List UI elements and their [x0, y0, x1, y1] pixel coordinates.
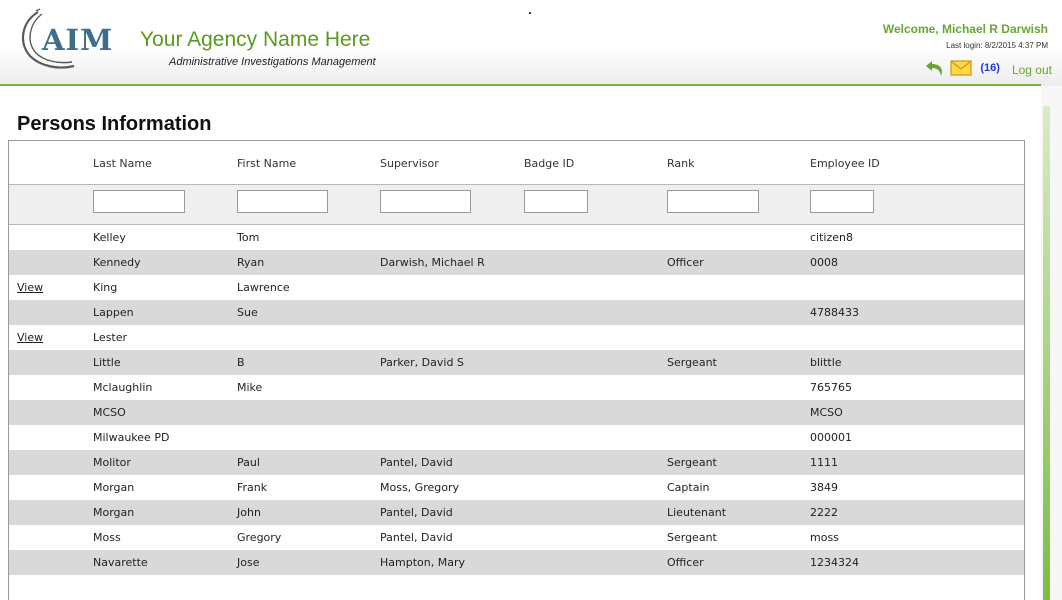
cell-supervisor: Hampton, Mary [380, 556, 465, 569]
table-row[interactable] [9, 400, 1024, 425]
cell-last-name: Molitor [93, 456, 131, 469]
filter-rank[interactable] [667, 190, 759, 213]
cell-last-name: Moss [93, 531, 121, 544]
cell-first-name: Jose [237, 556, 260, 569]
cell-rank: Sergeant [667, 456, 717, 469]
logo-text: AIM [42, 23, 114, 57]
agency-name: Your Agency Name Here [140, 28, 371, 51]
column-header-rank[interactable]: Rank [667, 157, 695, 170]
cell-employee-id: 1234324 [810, 556, 859, 569]
cell-last-name: Kelley [93, 231, 126, 244]
cell-last-name: Morgan [93, 506, 135, 519]
cell-supervisor: Pantel, David [380, 456, 453, 469]
table-row[interactable] [9, 550, 1024, 575]
grid-filter-row [9, 185, 1024, 225]
last-login: Last login: 8/2/2015 4:37 PM [946, 41, 1048, 50]
cell-employee-id: 4788433 [810, 306, 859, 319]
filter-first-name[interactable] [237, 190, 328, 213]
cell-last-name: Milwaukee PD [93, 431, 170, 444]
cell-employee-id: citizen8 [810, 231, 853, 244]
mail-icon[interactable] [950, 60, 972, 76]
view-link[interactable]: View [17, 331, 44, 344]
cell-employee-id: 000001 [810, 431, 852, 444]
cell-first-name: Ryan [237, 256, 265, 269]
column-header-employee-id[interactable]: Employee ID [810, 157, 880, 170]
cell-employee-id: 765765 [810, 381, 852, 394]
cell-last-name: MCSO [93, 406, 126, 419]
table-row[interactable] [9, 450, 1024, 475]
column-header-first-name[interactable]: First Name [237, 157, 297, 170]
cell-first-name: Lawrence [237, 281, 290, 294]
cell-rank: Lieutenant [667, 506, 727, 519]
table-row[interactable] [9, 500, 1024, 525]
cell-employee-id: moss [810, 531, 839, 544]
table-row[interactable] [9, 525, 1024, 550]
cell-rank: Officer [667, 556, 704, 569]
grid-header-row [9, 141, 1024, 185]
cell-employee-id: 0008 [810, 256, 838, 269]
cell-supervisor: Pantel, David [380, 506, 453, 519]
undo-icon[interactable] [924, 58, 946, 78]
view-link[interactable]: View [17, 281, 44, 294]
persons-grid [8, 140, 1025, 600]
header-divider [0, 84, 1041, 86]
cell-employee-id: 3849 [810, 481, 838, 494]
page-title: Persons Information [17, 113, 212, 135]
cell-supervisor: Moss, Gregory [380, 481, 459, 494]
cell-first-name: John [237, 506, 261, 519]
cell-supervisor: Parker, David S [380, 356, 464, 369]
header-tools [924, 57, 1052, 79]
cell-employee-id: 1111 [810, 456, 838, 469]
cell-supervisor: Pantel, David [380, 531, 453, 544]
stray-dot [529, 12, 531, 14]
cell-first-name: B [237, 356, 245, 369]
table-row[interactable] [9, 375, 1024, 400]
table-row[interactable] [9, 250, 1024, 275]
cell-first-name: Frank [237, 481, 268, 494]
cell-last-name: Morgan [93, 481, 135, 494]
filter-employee-id[interactable] [810, 190, 874, 213]
table-row[interactable] [9, 300, 1024, 325]
cell-first-name: Mike [237, 381, 263, 394]
cell-supervisor: Darwish, Michael R [380, 256, 485, 269]
cell-rank: Officer [667, 256, 704, 269]
cell-rank: Captain [667, 481, 710, 494]
cell-last-name: Navarette [93, 556, 148, 569]
cell-first-name: Paul [237, 456, 260, 469]
app-header [0, 0, 1062, 86]
agency-subtitle: Administrative Investigations Management [169, 56, 376, 68]
filter-badge-id[interactable] [524, 190, 588, 213]
cell-rank: Sergeant [667, 531, 717, 544]
cell-employee-id: MCSO [810, 406, 843, 419]
column-header-supervisor[interactable]: Supervisor [380, 157, 439, 170]
filter-last-name[interactable] [93, 190, 185, 213]
table-row[interactable] [9, 325, 1024, 350]
logout-link[interactable]: Log out [1011, 63, 1052, 77]
cell-last-name: Lappen [93, 306, 134, 319]
scrollbar-thumb[interactable] [1043, 106, 1050, 600]
aim-logo [16, 8, 126, 72]
cell-last-name: Mclaughlin [93, 381, 153, 394]
table-row[interactable] [9, 475, 1024, 500]
welcome-message: Welcome, Michael R Darwish [882, 22, 1048, 36]
cell-last-name: Little [93, 356, 121, 369]
table-row[interactable] [9, 350, 1024, 375]
cell-employee-id: blittle [810, 356, 842, 369]
column-header-badge-id[interactable]: Badge ID [524, 157, 575, 170]
cell-last-name: Kennedy [93, 256, 141, 269]
mail-count[interactable]: (16) [980, 62, 1000, 74]
table-row[interactable] [9, 425, 1024, 450]
cell-employee-id: 2222 [810, 506, 838, 519]
cell-last-name: Lester [93, 331, 128, 344]
column-header-last-name[interactable]: Last Name [93, 157, 152, 170]
table-row[interactable] [9, 225, 1024, 250]
cell-last-name: King [93, 281, 118, 294]
filter-supervisor[interactable] [380, 190, 471, 213]
cell-first-name: Sue [237, 306, 258, 319]
table-row[interactable] [9, 275, 1024, 300]
scrollbar[interactable] [1041, 86, 1062, 600]
cell-first-name: Tom [237, 231, 260, 244]
cell-first-name: Gregory [237, 531, 282, 544]
cell-rank: Sergeant [667, 356, 717, 369]
